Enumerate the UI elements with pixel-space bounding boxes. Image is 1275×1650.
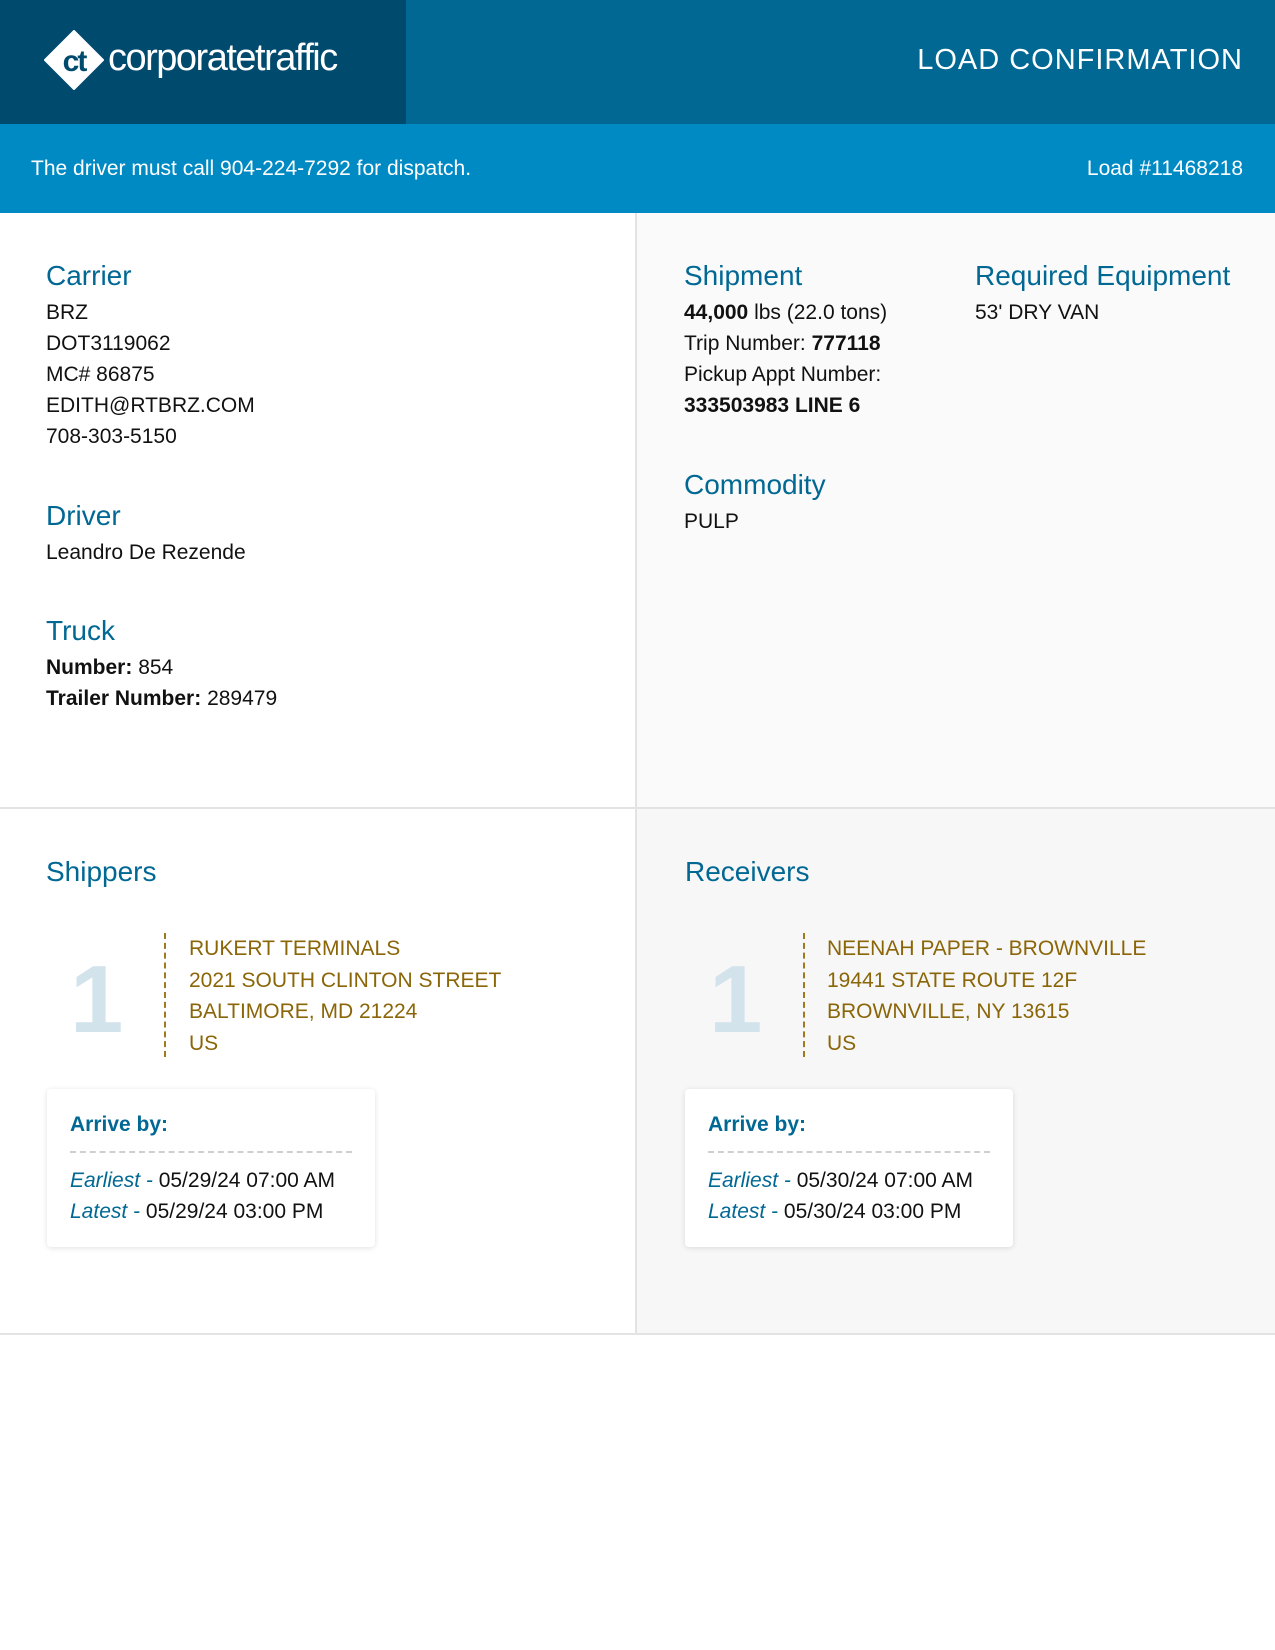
truck-number-label: Number: <box>46 656 133 679</box>
commodity-section <box>684 468 826 537</box>
receiver-earliest-label: Earliest - <box>708 1169 791 1192</box>
carrier-name: BRZ <box>46 301 88 324</box>
receiver-earliest <box>708 1169 973 1193</box>
receivers-title: Receivers <box>685 856 810 887</box>
shipment-title: Shipment <box>684 260 803 291</box>
shipper-latest-value: 05/29/24 03:00 PM <box>145 1200 324 1223</box>
truck-section <box>46 614 277 714</box>
shipment-section <box>684 259 954 421</box>
trailer-number <box>46 683 277 714</box>
truck-number-value: 854 <box>138 656 174 679</box>
receiver-arrive-card <box>685 1089 1013 1247</box>
driver-name: Leandro De Rezende <box>46 541 246 564</box>
trip-number <box>684 328 954 359</box>
receiver-name: NEENAH PAPER - BROWNVILLE <box>827 937 1147 960</box>
shippers-title: Shippers <box>46 856 157 887</box>
receiver-latest <box>708 1200 961 1224</box>
carrier-title: Carrier <box>46 260 132 291</box>
truck-number <box>46 652 277 683</box>
dispatch-instructions: The driver must call 904-224-7292 for dispatch. <box>31 157 472 180</box>
logo <box>0 0 406 124</box>
receiver-city: BROWNVILLE, NY 13615 <box>827 1000 1070 1023</box>
driver-section <box>46 499 246 568</box>
shipper-stop-number: 1 <box>70 946 124 1053</box>
receiver-arrive-title: Arrive by: <box>708 1113 807 1136</box>
shipment-weight-value: 44,000 <box>684 301 749 324</box>
shipper-divider <box>164 933 166 1057</box>
commodity-value: PULP <box>684 510 739 533</box>
logo-text: corporatetraffic <box>108 37 337 79</box>
trip-number-label: Trip Number: <box>684 332 806 355</box>
shipper-arrive-title: Arrive by: <box>70 1113 169 1136</box>
equipment-value: 53' DRY VAN <box>975 301 1100 324</box>
carrier-email: EDITH@RTBRZ.COM <box>46 394 255 417</box>
shipper-arrive-card <box>47 1089 375 1247</box>
pickup-appt-number <box>684 390 954 421</box>
pickup-appt-value: 333503983 LINE 6 <box>684 394 861 417</box>
page-header <box>0 0 1275 124</box>
carrier-phone: 708-303-5150 <box>46 425 177 448</box>
truck-title: Truck <box>46 615 115 646</box>
shipper-arrive-divider <box>70 1151 352 1153</box>
shipper-earliest <box>70 1169 335 1193</box>
receiver-earliest-value: 05/30/24 07:00 AM <box>796 1169 974 1192</box>
shipper-country: US <box>189 1031 219 1055</box>
svg-text:ct: ct <box>62 45 86 78</box>
shipper-latest-label: Latest - <box>70 1200 141 1223</box>
receiver-street: 19441 STATE ROUTE 12F <box>827 968 1078 992</box>
trailer-number-value: 289479 <box>207 687 278 710</box>
trailer-number-label: Trailer Number: <box>46 687 202 710</box>
receivers-panel <box>637 809 1275 1335</box>
equipment-title: Required Equipment <box>975 260 1231 291</box>
receiver-latest-label: Latest - <box>708 1200 779 1223</box>
dispatch-bar <box>0 124 1275 213</box>
equipment-section <box>975 259 1230 328</box>
shipper-name: RUKERT TERMINALS <box>189 937 401 960</box>
receiver-address <box>827 933 1146 1059</box>
shipper-earliest-label: Earliest - <box>70 1169 153 1192</box>
pickup-appt-label: Pickup Appt Number: <box>684 363 882 386</box>
page-title: LOAD CONFIRMATION <box>917 44 1243 76</box>
commodity-title: Commodity <box>684 469 826 500</box>
receiver-country: US <box>827 1031 857 1055</box>
shipper-city: BALTIMORE, MD 21224 <box>189 1000 418 1023</box>
driver-title: Driver <box>46 500 121 531</box>
receiver-arrive-divider <box>708 1151 990 1153</box>
carrier-dot: DOT3119062 <box>46 332 171 355</box>
shipper-latest <box>70 1200 323 1224</box>
receiver-stop-number: 1 <box>709 946 763 1053</box>
shipment-weight <box>684 297 954 328</box>
shipment-panel <box>637 213 1275 809</box>
shipment-weight-unit: lbs (22.0 tons) <box>754 301 888 324</box>
logo-mark-icon <box>44 30 104 90</box>
carrier-section <box>46 259 255 452</box>
shipper-address <box>189 933 501 1059</box>
carrier-mc: MC# 86875 <box>46 363 155 386</box>
load-number: Load #11468218 <box>1086 157 1243 180</box>
receiver-divider <box>803 933 805 1057</box>
shipper-earliest-value: 05/29/24 07:00 AM <box>158 1169 336 1192</box>
carrier-panel <box>0 213 637 809</box>
shippers-panel <box>0 809 637 1335</box>
receiver-latest-value: 05/30/24 03:00 PM <box>783 1200 962 1223</box>
shipper-street: 2021 SOUTH CLINTON STREET <box>189 968 502 992</box>
trip-number-value: 777118 <box>811 332 881 355</box>
